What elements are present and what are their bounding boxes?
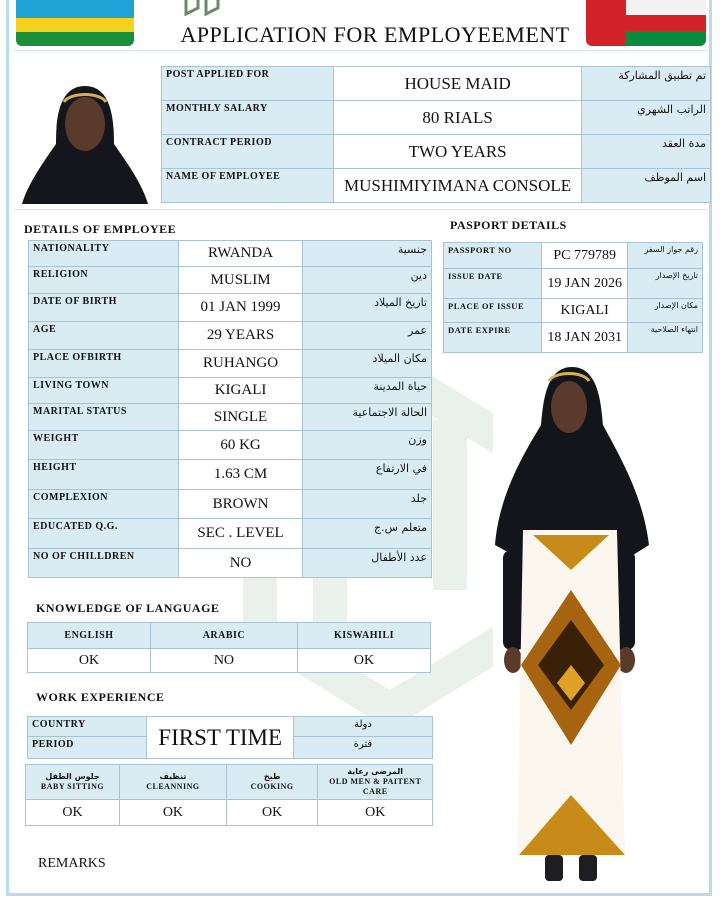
passport-arabic: تاريخ الإصدار xyxy=(628,269,703,299)
details-row xyxy=(29,460,432,490)
passport-arabic: انتهاء الصلاحية xyxy=(628,323,703,353)
language-kiswahili-header: KISWAHILI xyxy=(297,623,430,649)
passport-row xyxy=(444,243,703,269)
details-row xyxy=(29,490,432,519)
work-title: WORK EXPERIENCE xyxy=(36,690,165,704)
details-row xyxy=(29,431,432,460)
details-value: 60 KG xyxy=(179,431,303,460)
details-label: NATIONALITY xyxy=(29,241,179,267)
details-arabic: عدد الأطفال xyxy=(302,549,431,578)
skill-cleaning-label: CLEANNING xyxy=(146,782,200,791)
passport-arabic: رقم جواز السفر xyxy=(628,243,703,269)
skill-cleaning-header xyxy=(120,765,227,800)
skill-care-label: OLD MEN & PAITENT CARE xyxy=(329,777,422,796)
details-row xyxy=(29,350,432,378)
employee-name-arabic: اسم الموظف xyxy=(582,169,711,203)
details-label: DATE OF BIRTH xyxy=(29,294,179,322)
salary-label: MONTHLY SALARY xyxy=(162,101,334,135)
employee-portrait xyxy=(22,84,148,204)
details-label: COMPLEXION xyxy=(29,490,179,519)
details-value: BROWN xyxy=(179,490,303,519)
skills-table xyxy=(25,764,433,826)
section-divider xyxy=(14,209,708,210)
details-row xyxy=(29,404,432,431)
language-kiswahili-value: OK xyxy=(297,649,430,673)
details-label: NO OF CHILLDREN xyxy=(29,549,179,578)
language-arabic-header: ARABIC xyxy=(150,623,297,649)
details-value: NO xyxy=(179,549,303,578)
employee-name-label: NAME OF EMPLOYEE xyxy=(162,169,334,203)
passport-row xyxy=(444,269,703,299)
details-value: MUSLIM xyxy=(179,267,303,294)
details-row xyxy=(29,549,432,578)
period-label: PERIOD xyxy=(28,737,147,759)
passport-value: KIGALI xyxy=(541,299,628,323)
passport-row xyxy=(444,299,703,323)
details-label: RELIGION xyxy=(29,267,179,294)
details-label: HEIGHT xyxy=(29,460,179,490)
language-title: KNOWLEDGE OF LANGUAGE xyxy=(36,601,220,615)
post-table xyxy=(161,66,711,203)
passport-value: 18 JAN 2031 xyxy=(541,323,628,353)
work-table xyxy=(27,716,433,759)
language-table xyxy=(27,622,431,673)
skill-baby-sitting-arabic: جلوس الطفل xyxy=(45,772,100,781)
details-arabic: حياة المدينة xyxy=(302,378,431,404)
details-arabic: مكان الميلاد xyxy=(302,350,431,378)
details-value: SEC . LEVEL xyxy=(179,519,303,549)
details-row xyxy=(29,267,432,294)
post-arabic: تم تطبيق المشاركة xyxy=(582,67,711,101)
details-arabic: وزن xyxy=(302,431,431,460)
title-divider xyxy=(14,50,708,51)
details-value: RWANDA xyxy=(179,241,303,267)
details-label: MARITAL STATUS xyxy=(29,404,179,431)
contract-value: TWO YEARS xyxy=(333,135,582,169)
details-arabic: في الارتفاع xyxy=(302,460,431,490)
details-row xyxy=(29,322,432,350)
passport-value: 19 JAN 2026 xyxy=(541,269,628,299)
skill-baby-sitting-value: OK xyxy=(26,800,120,826)
salary-value: 80 RIALS xyxy=(333,101,582,135)
skill-cleaning-value: OK xyxy=(120,800,227,826)
details-value: SINGLE xyxy=(179,404,303,431)
skill-baby-sitting-header xyxy=(26,765,120,800)
passport-row xyxy=(444,323,703,353)
details-value: 29 YEARS xyxy=(179,322,303,350)
language-arabic-value: NO xyxy=(150,649,297,673)
details-value: KIGALI xyxy=(179,378,303,404)
agency-logo-icon xyxy=(182,0,224,16)
period-arabic: فترة xyxy=(293,737,432,759)
passport-table xyxy=(443,242,703,353)
skill-cooking-header xyxy=(226,765,318,800)
details-arabic: عمر xyxy=(302,322,431,350)
rwanda-flag xyxy=(16,0,134,46)
details-arabic: الحالة الاجتماعية xyxy=(302,404,431,431)
details-title: DETAILS OF EMPLOYEE xyxy=(24,222,177,236)
skill-care-header xyxy=(318,765,433,800)
passport-label: ISSUE DATE xyxy=(444,269,542,299)
details-arabic: جنسية xyxy=(302,241,431,267)
details-label: LIVING TOWN xyxy=(29,378,179,404)
details-table xyxy=(28,240,432,578)
details-arabic: متعلم س.ج xyxy=(302,519,431,549)
passport-label: PASSPORT NO xyxy=(444,243,542,269)
remarks-label: REMARKS xyxy=(38,856,106,871)
details-arabic: جلد xyxy=(302,490,431,519)
details-label: WEIGHT xyxy=(29,431,179,460)
salary-arabic: الراتب الشهري xyxy=(582,101,711,135)
skill-care-arabic: المرضى رعاية xyxy=(347,767,404,776)
employee-name-value: MUSHIMIYIMANA CONSOLE xyxy=(333,169,582,203)
contract-arabic: مدة العقد xyxy=(582,135,711,169)
skill-cooking-label: COOKING xyxy=(250,782,294,791)
passport-arabic: مكان الإصدار xyxy=(628,299,703,323)
passport-label: PLACE OF ISSUE xyxy=(444,299,542,323)
details-row xyxy=(29,378,432,404)
language-english-value: OK xyxy=(28,649,151,673)
passport-label: DATE EXPIRE xyxy=(444,323,542,353)
details-label: AGE xyxy=(29,322,179,350)
oman-flag xyxy=(586,0,706,46)
details-value: 01 JAN 1999 xyxy=(179,294,303,322)
post-label: POST APPLIED FOR xyxy=(162,67,334,101)
skill-cooking-value: OK xyxy=(226,800,318,826)
skill-care-value: OK xyxy=(318,800,433,826)
skill-cooking-arabic: طبخ xyxy=(263,772,281,781)
details-value: 1.63 CM xyxy=(179,460,303,490)
skill-cleaning-arabic: تنظيف xyxy=(159,772,187,781)
passport-value: PC 779789 xyxy=(541,243,628,269)
details-arabic: دين xyxy=(302,267,431,294)
contract-label: CONTRACT PERIOD xyxy=(162,135,334,169)
details-arabic: تاريخ الميلاد xyxy=(302,294,431,322)
details-row xyxy=(29,294,432,322)
language-english-header: ENGLISH xyxy=(28,623,151,649)
post-value: HOUSE MAID xyxy=(333,67,582,101)
details-value: RUHANGO xyxy=(179,350,303,378)
details-row xyxy=(29,241,432,267)
skill-baby-sitting-label: BABY SITTING xyxy=(40,782,105,791)
country-arabic: دولة xyxy=(293,717,432,737)
details-label: EDUCATED Q.G. xyxy=(29,519,179,549)
page-title: APPLICATION FOR EMPLOYEEMENT xyxy=(180,22,570,47)
country-label: COUNTRY xyxy=(28,717,147,737)
work-experience-value: FIRST TIME xyxy=(147,717,293,759)
details-label: PLACE OFBIRTH xyxy=(29,350,179,378)
details-row xyxy=(29,519,432,549)
passport-title: PASPORT DETAILS xyxy=(450,218,567,232)
employee-full-photo xyxy=(493,365,651,887)
